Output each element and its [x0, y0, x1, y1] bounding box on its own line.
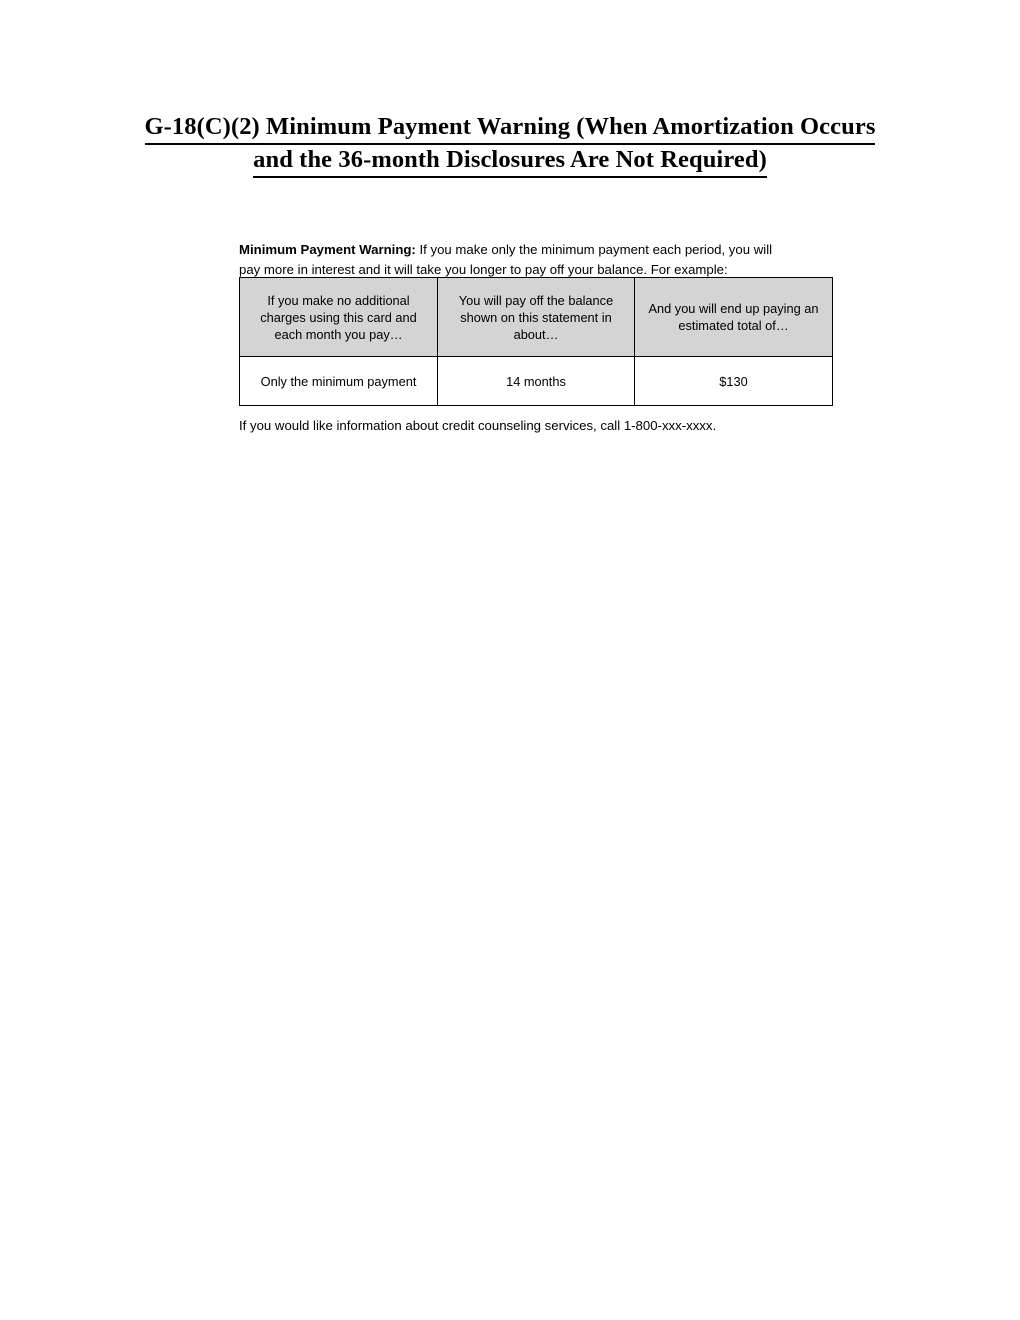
- minimum-payment-table: [239, 277, 833, 406]
- table-body: [240, 357, 833, 406]
- page-title: [130, 112, 890, 178]
- page-title-line-1-text: G-18(C)(2) Minimum Payment Warning (When Amortization Occurs: [145, 112, 876, 145]
- table-cell-total-paid: $130: [635, 357, 833, 406]
- minimum-payment-warning-paragraph: [239, 240, 785, 279]
- table-header-cell-payoff-time: You will pay off the balance shown on this statement in about…: [438, 278, 635, 357]
- table-cell-payoff-time: 14 months: [438, 357, 635, 406]
- table-cell-payment: Only the minimum payment: [240, 357, 438, 406]
- page-title-line-1: [130, 112, 890, 145]
- table-header-row: [240, 278, 833, 357]
- table-row: [240, 357, 833, 406]
- table-header-cell-payment: If you make no additional charges using this card and each month you pay…: [240, 278, 438, 357]
- table-header-cell-total-paid: And you will end up paying an estimated total of…: [635, 278, 833, 357]
- warning-body-text: If you make only the minimum payment each period, you will pay more in interest and it will take you longer to pay off your balance. For example:: [239, 242, 773, 277]
- table-header: [240, 278, 833, 357]
- credit-counseling-footnote: If you would like information about credit counseling services, call 1-800-xxx-xxxx.: [239, 418, 717, 434]
- page-title-line-2-text: and the 36-month Disclosures Are Not Required): [253, 145, 767, 178]
- warning-label: Minimum Payment Warning:: [239, 242, 416, 258]
- page-title-line-2: [130, 145, 890, 178]
